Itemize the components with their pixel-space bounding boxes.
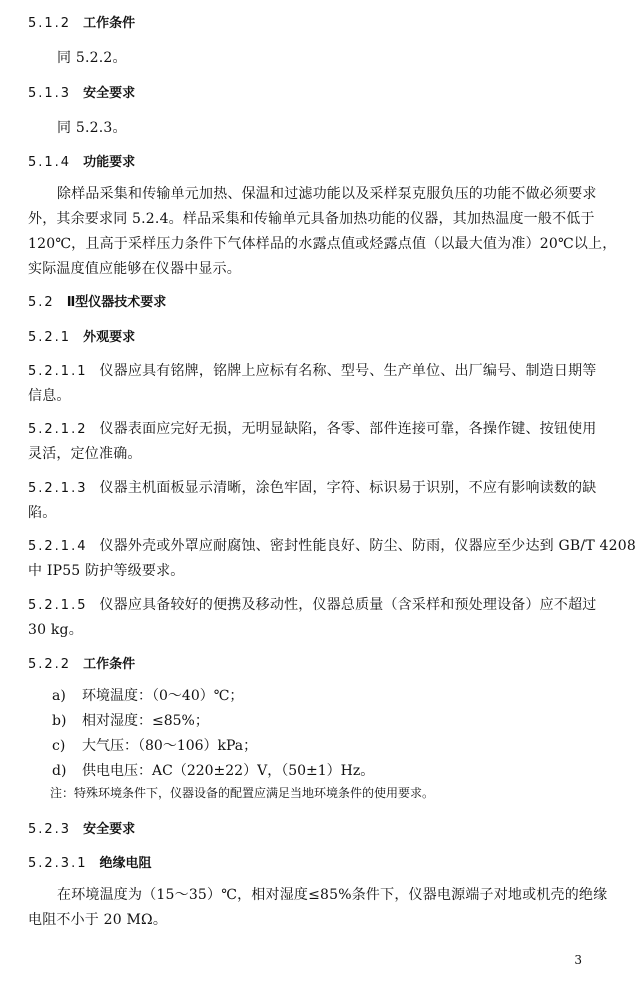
section-heading-5-2-3-1: 5.2.3.1 绝缘电阻 [28,856,152,871]
section-heading-5-1-4: 5.1.4 功能要求 [28,155,136,170]
section-heading-5-2-2: 5.2.2 工作条件 [28,657,136,672]
paragraph-line: 陷。 [28,505,57,521]
paragraph-line: 外，其余要求同 5.2.4。样品采集和传输单元具备加热功能的仪器，其加热温度一般不低于 [28,211,595,227]
clause-5-2-1-1: 5.2.1.1 仪器应具有铭牌，铭牌上应标有名称、型号、生产单位、出厂编号、制造日期等 [28,363,597,379]
clause-5-2-1-3: 5.2.1.3 仪器主机面板显示清晰，涂色牢固，字符、标识易于识别，不应有影响读数的缺 [28,480,597,496]
section-heading-5-1-3: 5.1.3 安全要求 [28,86,136,101]
section-heading-5-2: 5.2 Ⅱ型仪器技术要求 [28,295,167,310]
paragraph: 同 5.2.2。 [57,50,127,66]
paragraph-line: 在环境温度为（15～35）℃，相对湿度≤85%条件下，仪器电源端子对地或机壳的绝缘 [57,887,608,903]
note: 注：特殊环境条件下，仪器设备的配置应满足当地环境条件的使用要求。 [50,786,435,800]
section-heading-5-2-3: 5.2.3 安全要求 [28,822,136,837]
section-heading-5-1-2: 5.1.2 工作条件 [28,16,136,31]
paragraph-line: 电阻不小于 20 MΩ。 [28,912,168,928]
list-item: c) 大气压：（80～106）kPa； [52,738,258,754]
paragraph-line: 30 kg。 [28,622,83,638]
clause-5-2-1-2: 5.2.1.2 仪器表面应完好无损，无明显缺陷，各零、部件连接可靠，各操作键、按钮使用 [28,421,597,437]
list-item: d) 供电电压：AC（220±22）V，（50±1）Hz。 [52,763,375,779]
list-item: b) 相对湿度：≤85%； [52,713,209,729]
clause-5-2-1-4: 5.2.1.4 仪器外壳或外罩应耐腐蚀、密封性能良好、防尘、防雨，仪器应至少达到 GB/T 4208 [28,538,636,554]
list-item: a) 环境温度：（0～40）℃； [52,688,244,704]
section-heading-5-2-1: 5.2.1 外观要求 [28,330,136,345]
page-number: 3 [574,953,582,967]
paragraph: 同 5.2.3。 [57,120,127,136]
paragraph-line: 灵活，定位准确。 [28,446,142,462]
paragraph-line: 除样品采集和传输单元加热、保温和过滤功能以及采样泵克服负压的功能不做必须要求 [57,186,597,202]
paragraph-line: 120℃，且高于采样压力条件下气体样品的水露点值或烃露点值（以最大值为准）20℃以上， [28,236,617,252]
paragraph-line: 实际温度值应能够在仪器中显示。 [28,261,241,277]
clause-5-2-1-5: 5.2.1.5 仪器应具备较好的便携及移动性，仪器总质量（含采样和预处理设备）应不超过 [28,597,597,613]
paragraph-line: 中 IP55 防护等级要求。 [28,563,185,579]
paragraph-line: 信息。 [28,388,71,404]
